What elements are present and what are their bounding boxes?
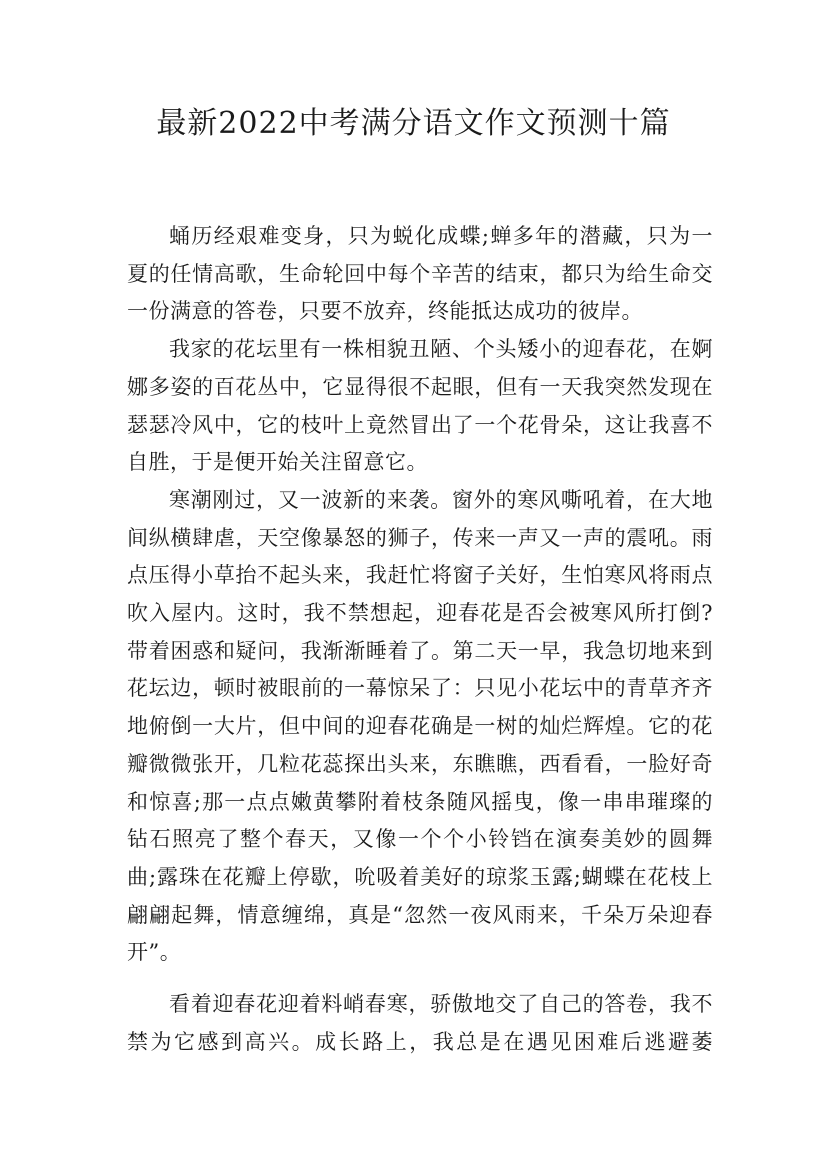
paragraph-3: 寒潮刚过，又一波新的来袭。窗外的寒风嘶吼着，在大地间纵横肆虐，天空像暴怒的狮子，传来一声又一声的震吼。雨点压得小草抬不起头来，我赶忙将窗子关好，生怕寒风将雨点吹入屋内。这时，我不禁想起，迎春花是否会被寒风所打倒?带着困惑和疑问，我渐渐睡着了。第二天一早，我急切地来到花坛边，顿时被眼前的一幕惊呆了：只见小花坛中的青草齐齐地俯倒一大片，但中间的迎春花确是一树的灿烂辉煌。它的花瓣微微张开，几粒花蕊探出头来，东瞧瞧，西看看，一脸好奇和惊喜;那一点点嫩黄攀附着枝条随风摇曳，像一串串璀璨的钻石照亮了整个春天，又像一个个小铃铛在演奏美妙的圆舞曲;露珠在花瓣上停歇，吮吸着美好的琼浆玉露;蝴蝶在花枝上翩翩起舞，情意缠绵，真是“忽然一夜风雨来，千朵万朵迎春开”。	[127, 487, 713, 965]
paragraph-2: 我家的花坛里有一株相貌丑陋、个头矮小的迎春花，在婀娜多姿的百花丛中，它显得很不起眼，但有一天我突然发现在瑟瑟冷风中，它的枝叶上竟然冒出了一个花骨朵，这让我喜不自胜，于是便开始关注留意它。	[127, 337, 713, 475]
paragraph-4: 看着迎春花迎着料峭春寒，骄傲地交了自己的答卷，我不禁为它感到高兴。成长路上，我总是在遇见困难后逃避萎	[127, 992, 713, 1054]
paragraph-1: 蛹历经艰难变身，只为蜕化成蝶;蝉多年的潜藏，只为一夏的任情高歌，生命轮回中每个辛苦的结束，都只为给生命交一份满意的答卷，只要不放弃，终能抵达成功的彼岸。	[127, 224, 713, 324]
document-body	[127, 218, 713, 1061]
document-title: 最新2022中考满分语文作文预测十篇	[156, 106, 671, 141]
